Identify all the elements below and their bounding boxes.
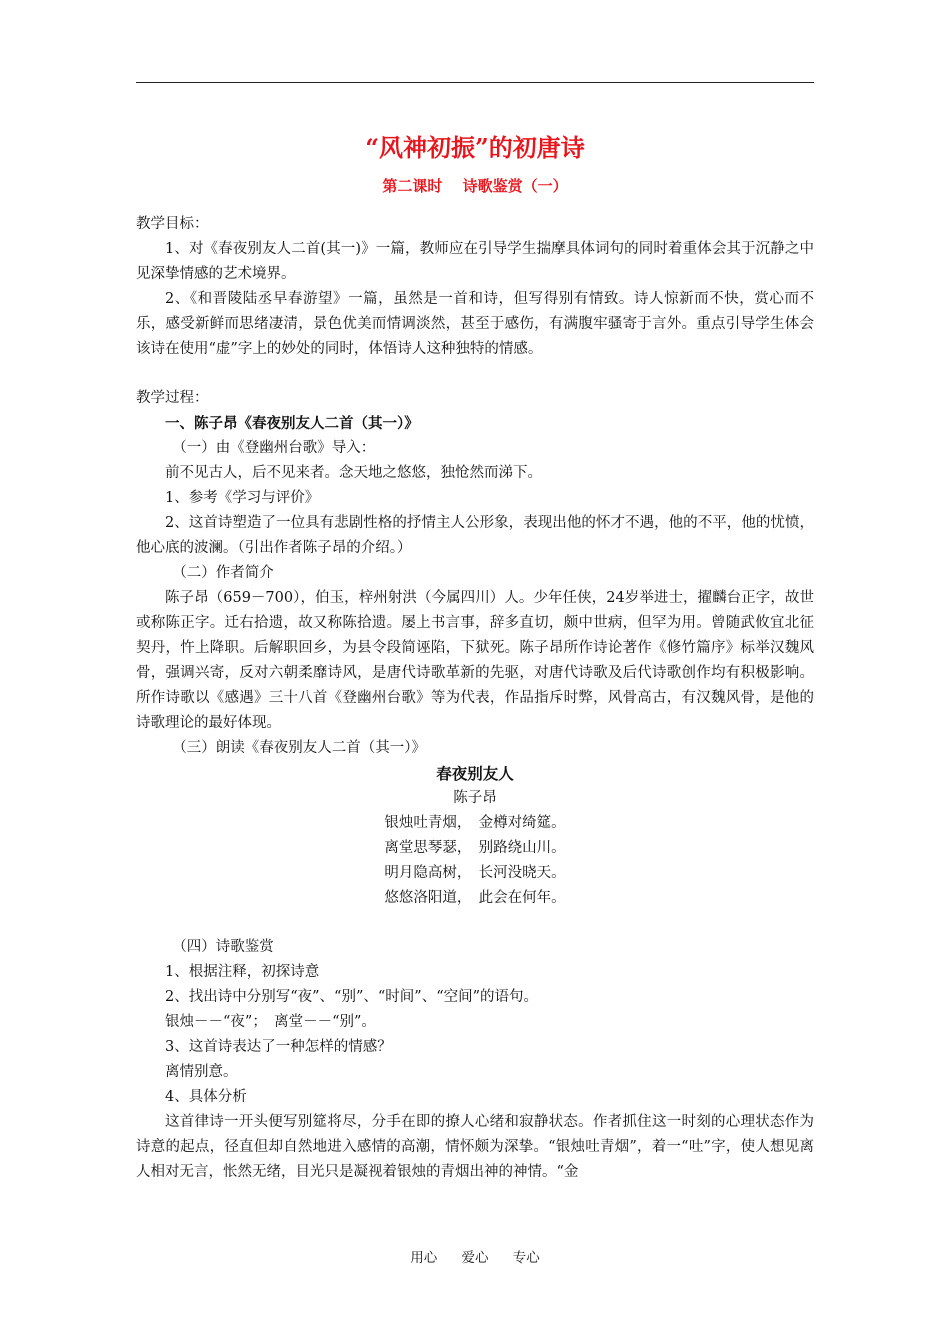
part4-item3: 3、这首诗表达了一种怎样的情感？	[165, 1039, 392, 1055]
page-subtitle: 第二课时 诗歌鉴赏（一）	[382, 177, 568, 195]
process-heading: 教学过程：	[136, 390, 209, 406]
analysis-paragraph: 这首律诗一开头便写别筵将尽，分手在即的撩人心绪和寂静状态。作者抓住这一时刻的心理状态作为诗意的起点，径直但却自然地进入感情的高潮，情怀颇为深挚。“银烛吐青烟”，着一“吐”字，使人想见离人相对无言，怅然无绪，目光只是凝视着银烛的青烟出神的神情。“金	[136, 1114, 814, 1180]
header-rule	[136, 82, 814, 83]
poem-line: 离堂思琴瑟， 别路绕山川。	[384, 840, 566, 856]
poem-author: 陈子昂	[453, 790, 497, 806]
page-footer	[0, 1246, 950, 1266]
part2-heading: （二）作者简介	[172, 565, 274, 581]
section1-heading: 一、陈子昂《春夜别友人二首（其一）》	[165, 415, 419, 432]
part4-item3-answer: 离情别意。	[165, 1064, 238, 1080]
part4-item2-answer: 银烛－－“夜”； 离堂－－“别”。	[165, 1014, 376, 1030]
document-body	[136, 128, 814, 1185]
poem-title: 春夜别友人	[436, 764, 514, 783]
part1-item2: 2、这首诗塑造了一位具有悲剧性格的抒情主人公形象，表现出他的怀才不遇，他的不平，他的忧愤，他心底的波澜。（引出作者陈子昂的介绍。）	[136, 515, 814, 556]
poem-line: 悠悠洛阳道， 此会在何年。	[384, 890, 566, 906]
spacer	[136, 911, 814, 935]
footer-text: 专心	[512, 1250, 540, 1266]
part1-quote: 前不见古人，后不见来者。念天地之悠悠，独怆然而涕下。	[165, 465, 542, 481]
part4-item1: 1、根据注释，初探诗意	[165, 964, 320, 980]
author-bio: 陈子昂（659－700），伯玉，梓州射洪（今属四川）人。少年任侠，24岁举进士，擢麟台正字，故世或称陈正字。迁右拾遗，故又称陈拾遗。屡上书言事，辞多直切，颇中世病，但罕为用。曾随武攸宜北征契丹，忤上降职。后解职回乡，为县令段简诬陷，下狱死。陈子昂所作诗论著作《修竹篇序》标举汉魏风骨，强调兴寄，反对六朝柔靡诗风，是唐代诗歌革新的先驱，对唐代诗歌及后代诗歌创作均有积极影响。所作诗歌以《感遇》三十八首《登幽州台歌》等为代表，作品指斥时弊，风骨高古，有汉魏风骨，是他的诗歌理论的最好体现。	[136, 590, 814, 731]
spacer	[136, 362, 814, 386]
poem	[136, 761, 814, 911]
footer-text: 用心	[410, 1250, 438, 1266]
poem-line: 银烛吐青烟， 金樽对绮筵。	[384, 815, 566, 831]
footer-text: 爱心	[461, 1250, 489, 1266]
part1-item1: 1、参考《学习与评价》	[165, 490, 320, 506]
part4-heading: （四）诗歌鉴赏	[172, 939, 274, 955]
part4-item2: 2、找出诗中分别写“夜”、“别”、“时间”、“空间”的语句。	[165, 989, 539, 1005]
goals-heading: 教学目标：	[136, 216, 209, 232]
page-title: “风神初振”的初唐诗	[365, 133, 585, 162]
goal-1: 1、对《春夜别友人二首(其一)》一篇，教师应在引导学生揣摩具体词句的同时着重体会其于沉静之中见深挚情感的艺术境界。	[136, 241, 814, 282]
poem-line: 明月隐高树， 长河没晓天。	[384, 865, 566, 881]
part3-heading: （三）朗读《春夜别友人二首（其一）》	[172, 740, 426, 756]
part4-item4: 4、具体分析	[165, 1089, 247, 1105]
part1-heading: （一）由《登幽州台歌》导入：	[172, 440, 376, 456]
goal-2: 2、《和晋陵陆丞早春游望》一篇，虽然是一首和诗，但写得别有情致。诗人惊新而不快，赏心而不乐，感受新鲜而思绪凄清，景色优美而情调淡然，甚至于感伤，有满腹牢骚寄于言外。重点引导学生体会该诗在使用“虚”字上的妙处的同时，体悟诗人这种独特的情感。	[136, 291, 814, 357]
